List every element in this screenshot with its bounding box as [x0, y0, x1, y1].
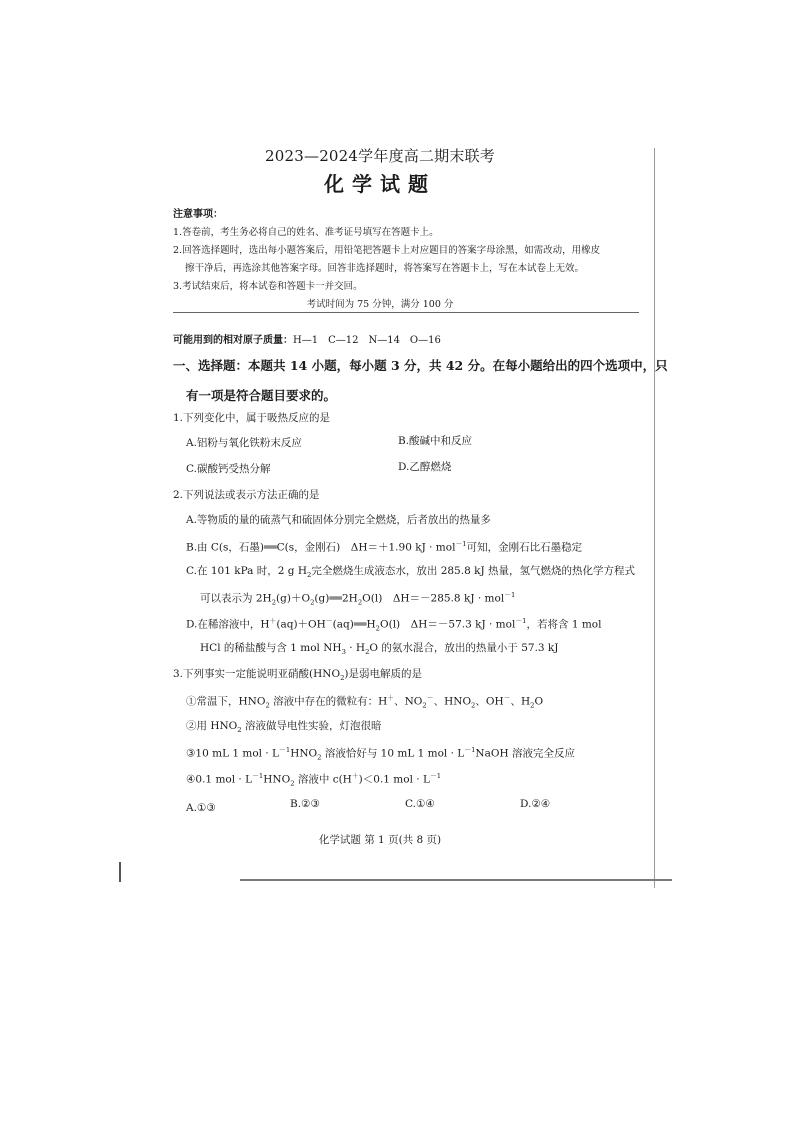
q3-s1-text: 、HNO	[433, 695, 472, 708]
q3-s4-text: 溶液中 c(H	[294, 773, 352, 786]
sub: 2	[375, 624, 380, 633]
q3-s2-text: 溶液做导电性实验，灯泡很暗	[241, 720, 382, 732]
sub: 2	[530, 701, 535, 710]
q2-c-eq: 可以表示为 2H	[200, 592, 272, 605]
sub: 2	[317, 753, 322, 762]
sub: 2	[271, 598, 277, 607]
time-info: 考试时间为 75 分钟，满分 100 分	[306, 299, 454, 310]
section-heading-line1: 一、选择题：本题共 14 小题，每小题 3 分，共 42 分。在每小题给出的四个选项中，只	[173, 358, 668, 373]
notice-item-3: 3.考试结束后，将本试卷和答题卡一并交回。	[173, 281, 363, 292]
sub: 2	[307, 571, 312, 580]
q2-c-text: C.在 101 kPa 时，2 g H	[186, 565, 308, 577]
q3-s1-text: 、H	[510, 695, 531, 708]
sup: －	[325, 617, 333, 625]
q3-statement-1	[186, 692, 543, 710]
q3-s4-text: ④0.1 mol · L	[186, 773, 253, 786]
sup: ＋	[269, 617, 277, 625]
q2-option-c-line1	[186, 563, 635, 579]
sub: 2	[357, 598, 363, 607]
q3-stem	[173, 666, 422, 682]
q2-d-text: ，若将含 1 mol	[526, 618, 602, 631]
q3-statement-3	[186, 744, 575, 762]
q3-option-d: D.②④	[520, 798, 551, 810]
sup: －1	[429, 772, 442, 780]
sub: 3	[341, 648, 346, 657]
q2-d-text: O 的氨水混合，放出的热量小于 57.3 kJ	[369, 642, 559, 654]
exam-page	[120, 130, 668, 890]
q2-d-text: · H	[345, 642, 366, 654]
q3-s3-text: 溶液恰好与 10 mL 1 mol · L	[321, 747, 465, 760]
q2-option-b	[186, 538, 582, 555]
q2-d-text: O(l) ΔH＝－57.3 kJ · mol	[379, 618, 516, 631]
atomic-masses-values: H—1 C—12 N—14 O—16	[293, 335, 441, 346]
q2-option-a: A.等物质的量的硫蒸气和硫固体分别完全燃烧，后者放出的热量多	[186, 514, 491, 526]
sup: －1	[455, 540, 467, 548]
sup: －1	[279, 746, 291, 754]
q3-stem-text: 3.下列事实一定能说明亚硝酸(HNO	[173, 668, 341, 680]
sup: －1	[464, 746, 476, 754]
sup: －1	[515, 617, 527, 625]
q2-stem: 2.下列说法或表示方法正确的是	[173, 489, 320, 501]
q3-s4-text: HNO	[263, 773, 291, 786]
notice-item-2-cont: 擦干净后，再选涂其他答案字母。回答非选择题时，将答案写在答题卡上，写在本试卷上无效。	[185, 263, 585, 274]
q3-stem-text: )是弱电解质的是	[344, 668, 423, 680]
q3-statement-4	[186, 770, 441, 788]
q3-s3-text: ③10 mL 1 mol · L	[186, 747, 280, 760]
q3-s2-text: ②用 HNO	[186, 720, 238, 732]
sub: 2	[471, 701, 476, 710]
q2-d-text: HCl 的稀盐酸与含 1 mol NH	[200, 642, 342, 654]
notice-item-2: 2.回答选择题时，选出每小题答案后，用铅笔把答题卡上对应题目的答案字母涂黑，如需改动，用橡皮	[173, 245, 601, 256]
notice-item-1: 1.答卷前，考生务必将自己的姓名、准考证号填写在答题卡上。	[173, 227, 439, 238]
q3-s4-text: )＜0.1 mol · L	[358, 773, 430, 786]
q2-c-eq: (g)══2H	[314, 592, 358, 605]
q2-c-eq: (g)＋O	[276, 592, 311, 605]
section-heading-line2: 有一项是符合题目要求的。	[186, 388, 337, 403]
sup: －1	[252, 772, 264, 780]
sup: －1	[504, 591, 516, 599]
q2-d-text: (aq)＋OH	[276, 618, 326, 631]
sub: 2	[290, 779, 295, 788]
sub: 2	[265, 701, 270, 710]
q1-option-b: B.酸碱中和反应	[398, 435, 473, 447]
q3-option-c: C.①④	[405, 798, 435, 810]
q2-c-eq: O(l) ΔH＝－285.8 kJ · mol	[362, 592, 505, 605]
q3-s1-text: 溶液中存在的微粒有：H	[269, 695, 388, 708]
sub: 2	[365, 648, 370, 657]
q3-s1-text: ①常温下，HNO	[186, 695, 266, 708]
exam-title: 2023—2024学年度高二期末联考	[265, 147, 495, 165]
atomic-masses-label: 可能用到的相对原子质量：	[173, 335, 293, 346]
q1-option-a: A.铝粉与氧化铁粉末反应	[186, 437, 302, 449]
sub: 2	[422, 701, 427, 710]
notice-divider	[173, 312, 639, 313]
q3-s1-text: 、OH	[475, 695, 504, 708]
notice-heading: 注意事项：	[173, 209, 223, 220]
q3-statement-2	[186, 718, 381, 734]
q2-option-d-line2	[200, 640, 559, 656]
q2-option-c-line2	[200, 589, 515, 607]
q1-stem: 1.下列变化中，属于吸热反应的是	[173, 412, 331, 424]
q3-option-b: B.②③	[290, 798, 320, 810]
sub: 2	[237, 726, 242, 735]
q2-b-text2: 可知，金刚石比石墨稳定	[466, 541, 583, 554]
sub: 2	[340, 674, 345, 683]
sup: ＋	[387, 694, 395, 702]
sup: －	[503, 694, 511, 702]
sup: －	[426, 694, 434, 702]
q3-option-a: A.①③	[186, 802, 216, 814]
q1-option-d: D.乙醇燃烧	[398, 461, 452, 473]
q3-s1-text: 、NO	[394, 695, 423, 708]
q2-option-d-line1	[186, 615, 601, 633]
q3-s3-text: NaOH 溶液完全反应	[475, 747, 575, 760]
q1-option-c: C.碳酸钙受热分解	[186, 463, 271, 475]
sup: ＋	[351, 772, 359, 780]
q3-s3-text: HNO	[290, 747, 318, 760]
q2-d-text: D.在稀溶液中，H	[186, 618, 270, 631]
q3-s1-text: O	[534, 695, 544, 708]
atomic-masses	[173, 331, 441, 346]
sub: 2	[310, 598, 315, 607]
q2-c-text2: 完全燃烧生成液态水，放出 285.8 kJ 热量，氢气燃烧的热化学方程式	[311, 565, 636, 577]
subject-title: 化学试题	[324, 172, 436, 196]
q2-d-text: (aq)══H	[332, 618, 376, 631]
page-footer: 化学试题 第 1 页(共 8 页)	[318, 834, 442, 846]
q2-b-text: B.由 C(s，石墨)══C(s，金刚石) ΔH＝＋1.90 kJ · mol	[186, 541, 456, 554]
